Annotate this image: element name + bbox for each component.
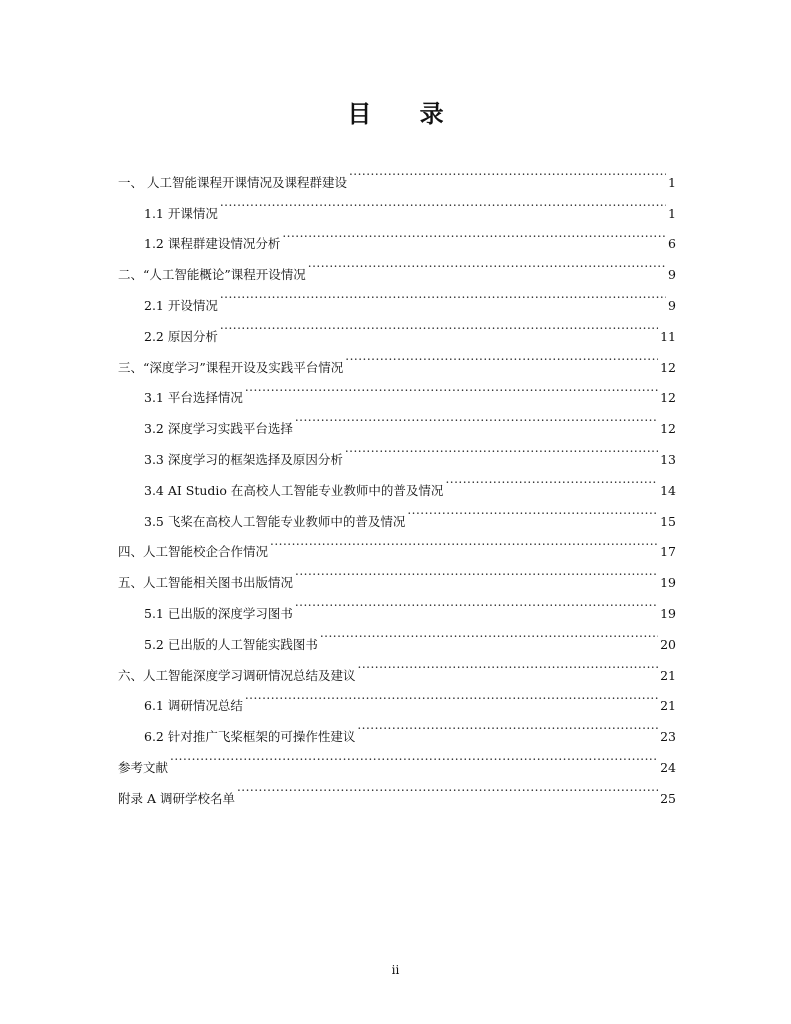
- toc-leader-dots: [345, 341, 658, 372]
- toc-entry-label: 2.2 原因分析: [144, 328, 218, 344]
- toc-entry-page: 13: [660, 451, 676, 467]
- toc-entry-label: 一、 人工智能课程开课情况及课程群建设: [118, 174, 347, 190]
- toc-leader-dots: [308, 248, 666, 279]
- page-title: 目 录: [347, 99, 464, 128]
- toc-entry-label: 1.1 开课情况: [144, 205, 218, 221]
- toc-entry-page: 12: [660, 390, 676, 406]
- toc-leader-dots: [237, 772, 658, 803]
- toc-entry-page: 21: [660, 698, 676, 714]
- toc-entry-page: 17: [660, 544, 676, 560]
- toc-entry[interactable]: [118, 772, 676, 806]
- page-number: ii: [391, 963, 400, 977]
- toc-entry-page: 1: [668, 205, 676, 221]
- toc-leader-dots: [320, 618, 658, 649]
- toc-entry-label: 3.2 深度学习实践平台选择: [144, 421, 293, 437]
- toc-entry-label: 三、“深度学习”课程开设及实践平台情况: [118, 359, 344, 375]
- toc-leader-dots: [295, 587, 658, 618]
- toc-entry-page: 25: [660, 790, 676, 806]
- toc-leader-dots: [295, 556, 658, 587]
- toc-entry[interactable]: [118, 156, 676, 190]
- toc-entry-page: 9: [668, 267, 676, 283]
- toc-entry-label: 3.1 平台选择情况: [144, 390, 243, 406]
- toc-entry-page: 12: [660, 359, 676, 375]
- toc-leader-dots: [170, 741, 658, 772]
- toc-leader-dots: [295, 402, 658, 433]
- toc-leader-dots: [220, 310, 658, 341]
- toc-leader-dots: [445, 464, 658, 495]
- toc-entry-label: 6.1 调研情况总结: [144, 698, 243, 714]
- toc-leader-dots: [345, 433, 658, 464]
- table-of-contents: [118, 156, 676, 806]
- toc-entry-label: 四、人工智能校企合作情况: [118, 544, 269, 560]
- toc-entry-label: 附录 A 调研学校名单: [118, 790, 235, 806]
- toc-entry-page: 20: [660, 636, 676, 652]
- toc-leader-dots: [357, 710, 658, 741]
- toc-entry-page: 15: [660, 513, 676, 529]
- toc-entry-page: 23: [660, 729, 676, 745]
- toc-entry-label: 3.3 深度学习的框架选择及原因分析: [144, 451, 343, 467]
- toc-leader-dots: [245, 680, 658, 711]
- toc-entry-page: 6: [668, 236, 676, 252]
- toc-entry-label: 3.4 AI Studio 在高校人工智能专业教师中的普及情况: [144, 482, 444, 498]
- toc-entry-label: 5.2 已出版的人工智能实践图书: [144, 636, 318, 652]
- toc-leader-dots: [358, 649, 659, 680]
- toc-leader-dots: [349, 156, 666, 187]
- toc-entry-label: 五、人工智能相关图书出版情况: [118, 575, 294, 591]
- toc-entry-label: 5.1 已出版的深度学习图书: [144, 605, 293, 621]
- toc-leader-dots: [270, 526, 658, 557]
- toc-entry-label: 2.1 开设情况: [144, 297, 218, 313]
- toc-leader-dots: [220, 187, 666, 218]
- toc-entry-page: 1: [668, 174, 676, 190]
- toc-entry-page: 12: [660, 421, 676, 437]
- toc-entry-page: 19: [660, 605, 676, 621]
- toc-entry-label: 1.2 课程群建设情况分析: [144, 236, 281, 252]
- toc-entry-page: 9: [668, 297, 676, 313]
- toc-leader-dots: [220, 279, 666, 310]
- toc-entry-page: 11: [660, 328, 676, 344]
- toc-entry-page: 21: [660, 667, 676, 683]
- toc-entry-label: 参考文献: [118, 759, 169, 775]
- toc-leader-dots: [407, 495, 658, 526]
- toc-entry-label: 3.5 飞桨在高校人工智能专业教师中的普及情况: [144, 513, 406, 529]
- toc-entry-label: 二、“人工智能概论”课程开设情况: [118, 267, 306, 283]
- toc-entry-page: 24: [660, 759, 676, 775]
- toc-entry-page: 14: [660, 482, 676, 498]
- toc-entry-label: 六、人工智能深度学习调研情况总结及建议: [118, 667, 356, 683]
- toc-entry-page: 19: [660, 575, 676, 591]
- toc-leader-dots: [245, 372, 658, 403]
- toc-entry[interactable]: [118, 741, 676, 775]
- toc-leader-dots: [282, 218, 666, 249]
- toc-entry-label: 6.2 针对推广飞桨框架的可操作性建议: [144, 729, 356, 745]
